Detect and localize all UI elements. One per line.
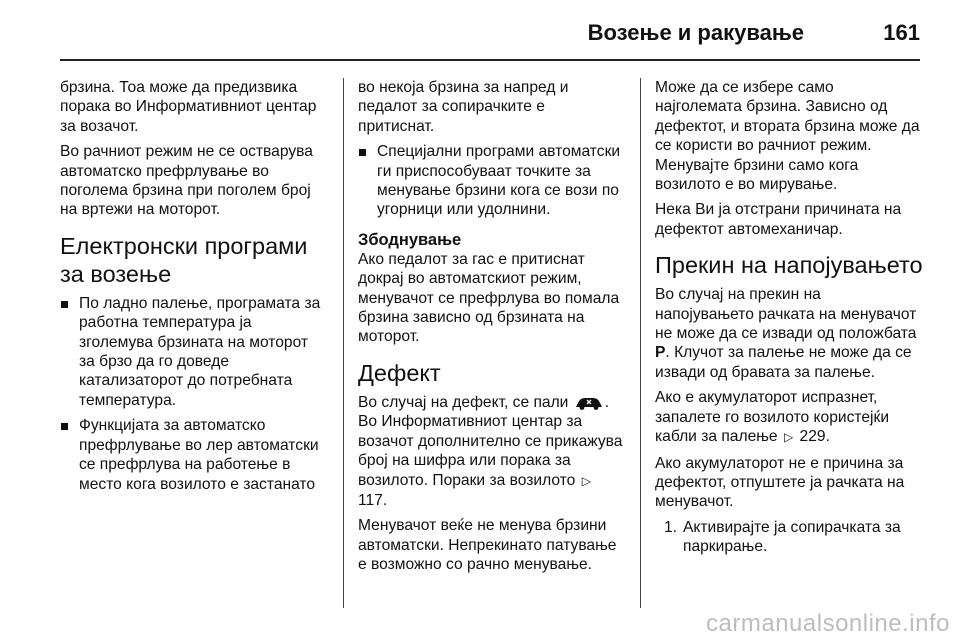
paragraph: Може да се избере само најголемата брзина. Зависно од дефектот, и втората брзина може да се користи во рачниот режим. Менувајте брзини само кога возилото е во мирување. <box>655 79 920 194</box>
section-heading-programs: Електронски програми за возење <box>60 232 308 287</box>
paragraph: Ако педалот за гас е притиснат докрај во автоматскиот режим, менувачот се префрлува во помала брзина зависно од брзината на моторот. <box>358 250 620 346</box>
list-item <box>60 294 328 410</box>
column-2 <box>358 78 625 581</box>
text: Ако е акумулаторот испразнет, запалете го возилото користејќи кабли за палење <box>655 389 890 446</box>
section-heading-fault: Дефект <box>358 359 441 386</box>
header-rule <box>60 59 920 61</box>
column-3 <box>655 78 923 557</box>
step-number: 1. <box>664 518 678 536</box>
list-item <box>60 416 328 494</box>
car-wrench-icon <box>574 396 604 410</box>
text: . <box>382 491 388 509</box>
watermark: carmanualsonline.info <box>706 610 950 637</box>
page-reference[interactable]: 117 <box>358 491 383 509</box>
column-1 <box>60 78 328 500</box>
subheading-kickdown: Збоднување <box>358 230 462 249</box>
paragraph: Ако акумулаторот не е причина за дефектот, отпуштете ја рачката на менувачот. <box>655 454 905 511</box>
triangle-right-icon: ▷ <box>581 473 591 488</box>
paragraph: Нека Ви ја отстрани причината на дефектот автомеханичар. <box>655 201 902 238</box>
text: Во случај на прекин на напојувањето рачката на менувачот не може да се извади од положбата <box>655 286 917 343</box>
text: Во случај на дефект, се пали <box>358 393 569 411</box>
triangle-right-icon: ▷ <box>783 430 794 445</box>
list-item-text: Функцијата за автоматско префрлување во лер автоматски се префрлува на работење в место кога возилото е застанато <box>79 417 319 493</box>
column-divider <box>640 78 641 608</box>
list-item <box>358 142 625 220</box>
bullet-square-icon <box>61 423 68 430</box>
paragraph: Во рачниот режим не се остварува автоматско префрлување во поголема брзина при поголем број на вртежи на моторот. <box>60 143 313 219</box>
bullet-square-icon <box>359 149 366 156</box>
page-reference[interactable]: 229 <box>799 428 826 446</box>
paragraph-power <box>655 285 923 382</box>
list-item-text: Специјални програми автоматски ги приспособуваат точките за менување брзини кога се вози по угорници или удолнини. <box>377 143 621 219</box>
section-heading-power: Прекин на напојувањето <box>655 252 923 279</box>
numbered-step <box>655 518 923 557</box>
paragraph: Менувачот веќе не менува брзини автоматски. Непрекинато патување е возможно со рачно менување. <box>358 517 617 574</box>
paragraph-fault <box>358 393 625 510</box>
page-header <box>60 0 920 60</box>
page-number: 161 <box>883 20 920 45</box>
paragraph-battery <box>655 388 923 447</box>
list-item-text: По ладно палење, програмата за работна температура ја зголемува брзината на моторот за брзо да го доведе катализаторот до потребната температура. <box>79 294 321 409</box>
text: . Клучот за палење не може да се извади од бравата за палење. <box>655 344 912 381</box>
column-divider <box>343 78 344 608</box>
gear-position-label: P <box>655 344 666 362</box>
text: . <box>825 428 830 446</box>
page-title: Возење и ракување <box>587 20 804 45</box>
paragraph: во некоја брзина за напред и педалот за сопирачките е притиснат. <box>358 79 569 135</box>
paragraph: брзина. Тоа може да предизвика порака во Информативниот центар за возачот. <box>60 79 317 135</box>
step-text: Активирајте ја сопирачката за паркирање. <box>683 518 901 556</box>
bullet-square-icon <box>61 301 68 308</box>
text: . Во Информативниот центар за возачот дополнително се прикажува број на шифра или порака за возилото. Пораки за возилото <box>358 393 623 489</box>
